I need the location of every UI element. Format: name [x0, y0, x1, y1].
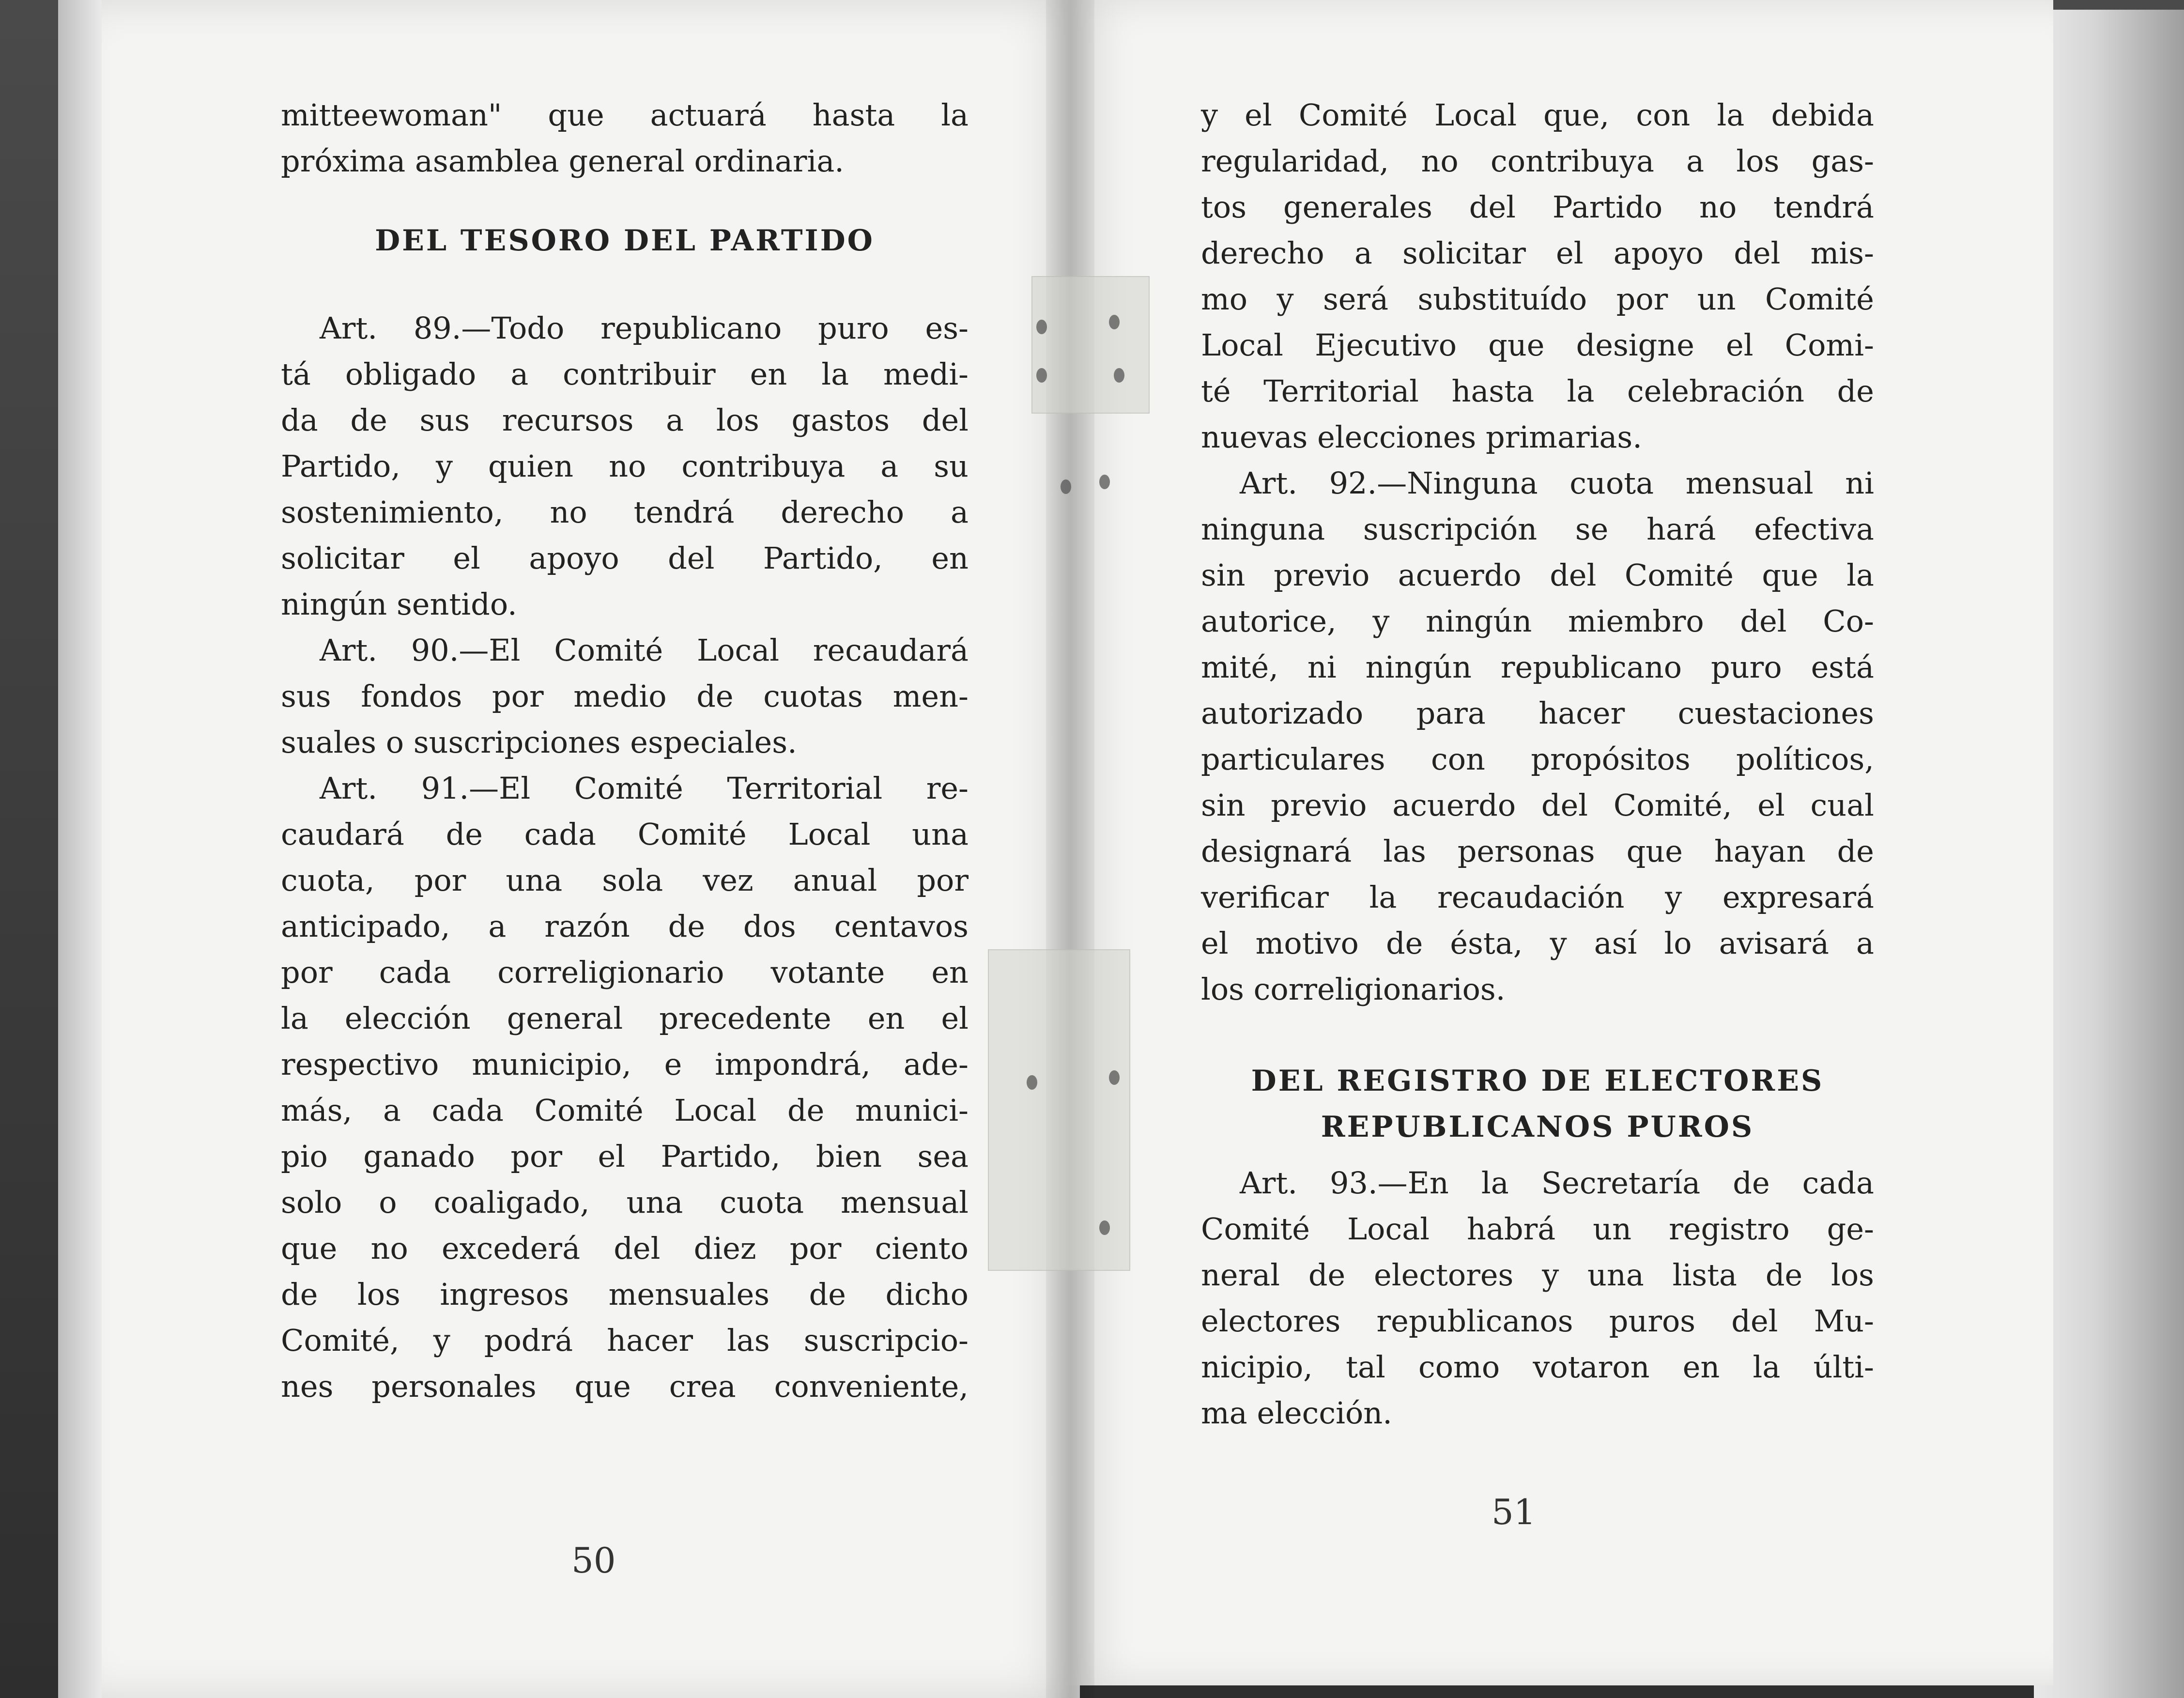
text-line: ningún sentido.: [281, 587, 517, 622]
text-line: Art. 89.—Todo republicano puro es-: [320, 310, 969, 346]
text-line: Art. 92.—Ninguna cuota mensual ni: [1240, 465, 1874, 501]
text-line: caudará de cada Comité Local una: [281, 817, 969, 852]
page-number-left: 50: [571, 1540, 616, 1581]
book-gutter: [1046, 0, 1094, 1698]
right-page-text: [1201, 92, 1874, 1436]
text-line: designará las personas que hayan de: [1201, 834, 1874, 869]
text-line: solo o coaligado, una cuota mensual: [281, 1185, 969, 1220]
text-line: sin previo acuerdo del Comité, el cual: [1201, 787, 1874, 823]
text-line: de los ingresos mensuales de dicho: [281, 1277, 969, 1312]
text-line: Comité Local habrá un registro ge-: [1201, 1211, 1874, 1247]
text-line: la elección general precedente en el: [281, 1001, 969, 1036]
text-line: autorizado para hacer cuestaciones: [1201, 695, 1874, 731]
gutter-tape-bottom: [988, 949, 1130, 1271]
text-line: cuota, por una sola vez anual por: [281, 863, 969, 898]
section-heading-registro: DEL REGISTRO DE ELECTORES: [1251, 1064, 1824, 1098]
staple-hole: [1114, 368, 1124, 383]
text-line: neral de electores y una lista de los: [1201, 1257, 1874, 1293]
section-heading-registro-sub: REPUBLICANOS PUROS: [1321, 1110, 1754, 1144]
text-line: mo y será substituído por un Comité: [1201, 281, 1874, 317]
text-line: Comité, y podrá hacer las suscripcio-: [281, 1323, 969, 1358]
text-line: sin previo acuerdo del Comité que la: [1201, 557, 1874, 593]
text-line: electores republicanos puros del Mu-: [1201, 1303, 1874, 1339]
text-line: más, a cada Comité Local de munici-: [281, 1093, 969, 1128]
text-line: el motivo de ésta, y así lo avisará a: [1201, 926, 1874, 961]
left-page-edges: [58, 0, 107, 1698]
text-line: Art. 91.—El Comité Territorial re-: [320, 771, 969, 806]
text-line: nuevas elecciones primarias.: [1201, 419, 1642, 455]
text-line: autorice, y ningún miembro del Co-: [1201, 603, 1874, 639]
text-line: ninguna suscripción se hará efectiva: [1201, 511, 1874, 547]
text-line: mitteewoman" que actuará hasta la: [281, 97, 969, 133]
staple-hole: [1036, 320, 1047, 334]
text-line: pio ganado por el Partido, bien sea: [281, 1139, 969, 1174]
left-page-text: [281, 92, 969, 1409]
text-line: Art. 90.—El Comité Local recaudará: [320, 633, 969, 668]
staple-hole: [1099, 475, 1110, 489]
text-line: ma elección.: [1201, 1395, 1392, 1431]
text-line: sostenimiento, no tendrá derecho a: [281, 494, 969, 530]
text-line: regularidad, no contribuya a los gas-: [1201, 143, 1874, 179]
text-line: que no excederá del diez por ciento: [281, 1231, 969, 1266]
right-page-edges: [2034, 10, 2184, 1698]
text-line: y el Comité Local que, con la debida: [1201, 97, 1874, 133]
text-line: tá obligado a contribuir en la medi-: [281, 356, 969, 392]
text-line: solicitar el apoyo del Partido, en: [281, 540, 969, 576]
page-number-right: 51: [1492, 1492, 1536, 1532]
text-line: por cada correligionario votante en: [281, 955, 969, 990]
text-line: los correligionarios.: [1201, 972, 1506, 1007]
text-line: respectivo municipio, e impondrá, ade-: [281, 1047, 969, 1082]
text-line: derecho a solicitar el apoyo del mis-: [1201, 235, 1874, 271]
text-line: Art. 93.—En la Secretaría de cada: [1240, 1165, 1874, 1201]
section-heading-tesoro: DEL TESORO DEL PARTIDO: [375, 224, 875, 258]
text-line: nicipio, tal como votaron en la últi-: [1201, 1349, 1874, 1385]
text-line: Partido, y quien no contribuya a su: [281, 448, 969, 484]
staple-hole: [1027, 1075, 1037, 1090]
text-line: Local Ejecutivo que designe el Comi-: [1201, 327, 1874, 363]
text-line: sus fondos por medio de cuotas men-: [281, 679, 969, 714]
staple-hole: [1099, 1220, 1110, 1235]
text-line: anticipado, a razón de dos centavos: [281, 909, 969, 944]
text-line: tos generales del Partido no tendrá: [1201, 189, 1874, 225]
text-line: verificar la recaudación y expresará: [1201, 880, 1874, 915]
text-line: té Territorial hasta la celebración de: [1201, 373, 1874, 409]
staple-hole: [1109, 1070, 1120, 1085]
text-line: suales o suscripciones especiales.: [281, 725, 797, 760]
staple-hole: [1061, 479, 1071, 494]
text-line: da de sus recursos a los gastos del: [281, 402, 969, 438]
text-line: mité, ni ningún republicano puro está: [1201, 649, 1874, 685]
text-line: próxima asamblea general ordinaria.: [281, 143, 844, 179]
staple-hole: [1109, 315, 1120, 329]
text-line: nes personales que crea conveniente,: [281, 1369, 969, 1404]
staple-hole: [1036, 368, 1047, 383]
gutter-tape-top: [1031, 276, 1150, 414]
text-line: particulares con propósitos políticos,: [1201, 741, 1874, 777]
